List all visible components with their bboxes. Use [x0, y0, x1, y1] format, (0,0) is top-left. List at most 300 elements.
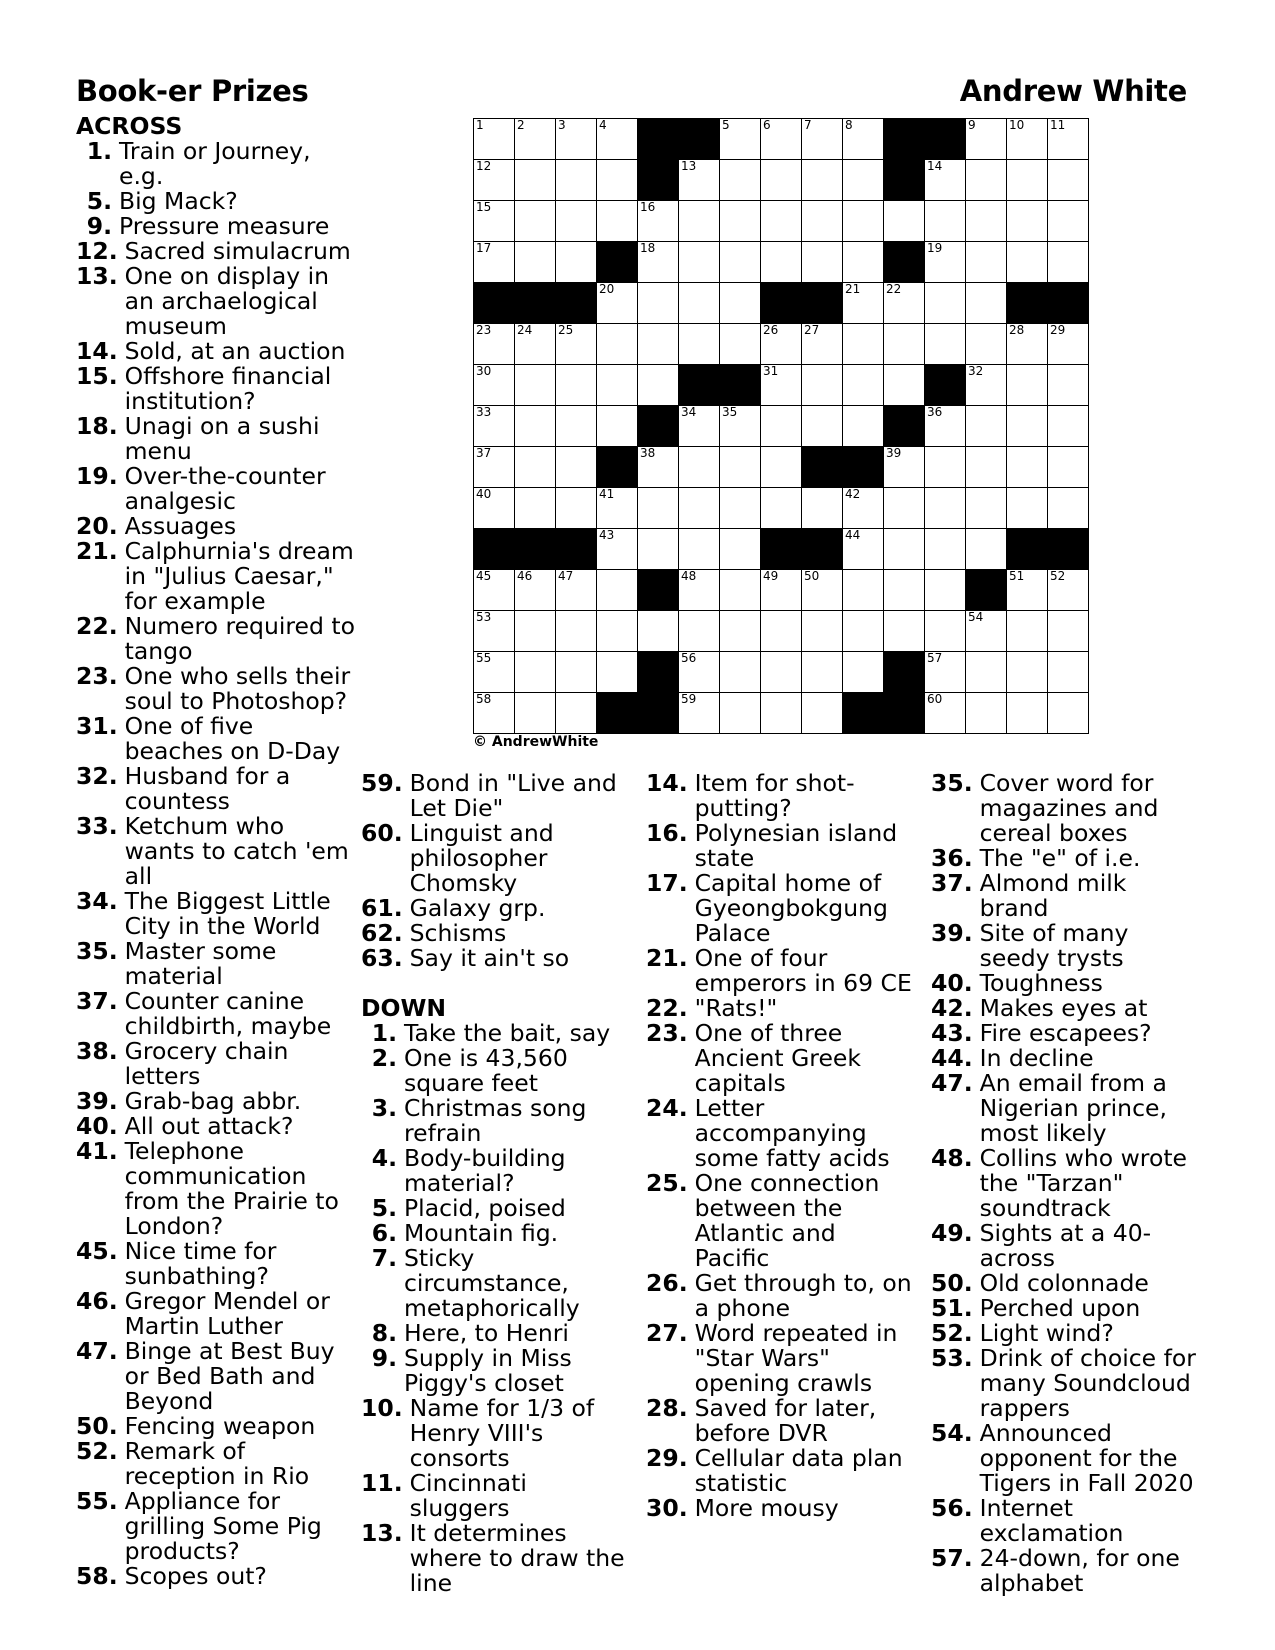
grid-cell[interactable]	[1048, 611, 1089, 652]
across-clue-list-continued	[361, 771, 631, 971]
grid-block	[556, 283, 597, 324]
clue-text: 24-down, for one alphabet	[979, 1544, 1180, 1597]
grid-cell[interactable]	[556, 324, 597, 365]
grid-cell[interactable]	[1048, 242, 1089, 283]
grid-cell[interactable]	[474, 406, 515, 447]
grid-cell[interactable]	[638, 283, 679, 324]
down-clue	[931, 921, 1201, 971]
clue-number: 48.	[931, 1144, 973, 1172]
down-clue	[931, 1496, 1201, 1546]
grid-cell[interactable]	[884, 488, 925, 529]
grid-cell[interactable]	[597, 406, 638, 447]
across-clue	[361, 771, 631, 821]
grid-cell[interactable]	[925, 242, 966, 283]
clue-text: Telephone communication from the Prairie to London?	[124, 1137, 339, 1240]
grid-cell[interactable]	[720, 693, 761, 734]
grid-cell[interactable]	[679, 693, 720, 734]
grid-block	[925, 365, 966, 406]
grid-cell[interactable]	[720, 160, 761, 201]
grid-cell[interactable]	[556, 611, 597, 652]
across-clue	[361, 896, 631, 921]
down-clue	[646, 871, 916, 946]
clue-text: Saved for later, before DVR	[694, 1394, 877, 1447]
grid-cell[interactable]	[966, 160, 1007, 201]
grid-cell[interactable]	[597, 652, 638, 693]
grid-cell[interactable]	[474, 119, 515, 160]
grid-cell[interactable]	[474, 570, 515, 611]
grid-cell[interactable]	[597, 160, 638, 201]
grid-cell[interactable]	[720, 119, 761, 160]
clue-number: 20.	[76, 512, 118, 540]
grid-block	[474, 529, 515, 570]
grid-cell[interactable]	[966, 283, 1007, 324]
clue-text: Cover word for magazines and cereal boxes	[979, 769, 1159, 847]
clue-number: 35.	[76, 937, 118, 965]
grid-cell[interactable]	[515, 447, 556, 488]
grid-cell[interactable]	[802, 488, 843, 529]
clue-number: 37.	[931, 869, 973, 897]
grid-cell[interactable]	[802, 652, 843, 693]
grid-cell[interactable]	[679, 652, 720, 693]
grid-cell[interactable]	[761, 406, 802, 447]
across-clue	[361, 921, 631, 946]
grid-cell[interactable]	[474, 201, 515, 242]
clue-number: 39.	[931, 919, 973, 947]
clue-text: Announced opponent for the Tigers in Fall 2020	[979, 1419, 1194, 1497]
grid-cell[interactable]	[679, 242, 720, 283]
clue-column-3	[646, 771, 916, 1521]
grid-cell[interactable]	[679, 570, 720, 611]
cell-number: 24	[517, 323, 533, 337]
grid-cell[interactable]	[474, 447, 515, 488]
grid-cell[interactable]	[1048, 570, 1089, 611]
cell-number: 30	[476, 364, 492, 378]
grid-cell[interactable]	[1007, 365, 1048, 406]
clue-text: Appliance for grilling Some Pig products?	[124, 1487, 322, 1565]
grid-cell[interactable]	[843, 570, 884, 611]
clue-text: One on display in an archaelogical museum	[124, 262, 330, 340]
clue-number: 16.	[646, 819, 688, 847]
across-clue	[76, 414, 356, 464]
grid-cell[interactable]	[843, 365, 884, 406]
grid-cell[interactable]	[556, 242, 597, 283]
grid-cell[interactable]	[884, 283, 925, 324]
grid-cell[interactable]	[1007, 693, 1048, 734]
across-clue	[76, 1039, 356, 1089]
grid-cell[interactable]	[761, 365, 802, 406]
clue-text: Letter accompanying some fatty acids	[694, 1094, 890, 1172]
grid-cell[interactable]	[556, 570, 597, 611]
grid-cell[interactable]	[1007, 160, 1048, 201]
grid-cell[interactable]	[802, 242, 843, 283]
grid-cell[interactable]	[884, 324, 925, 365]
grid-cell[interactable]	[802, 570, 843, 611]
grid-cell[interactable]	[720, 406, 761, 447]
puzzle-author: Andrew White	[959, 74, 1187, 108]
across-clue	[76, 1089, 356, 1114]
across-clue	[361, 946, 631, 971]
clue-number: 10.	[361, 1394, 403, 1422]
grid-block	[843, 693, 884, 734]
grid-cell[interactable]	[966, 324, 1007, 365]
grid-cell[interactable]	[802, 406, 843, 447]
grid-cell[interactable]	[597, 324, 638, 365]
clue-text: One of three Ancient Greek capitals	[694, 1019, 861, 1097]
grid-cell[interactable]	[884, 611, 925, 652]
grid-cell[interactable]	[1007, 242, 1048, 283]
grid-cell[interactable]	[925, 447, 966, 488]
clue-number: 34.	[76, 887, 118, 915]
clue-number: 5.	[371, 1194, 397, 1222]
down-clue	[361, 1221, 631, 1246]
grid-cell[interactable]	[925, 611, 966, 652]
grid-cell[interactable]	[761, 693, 802, 734]
grid-cell[interactable]	[1007, 324, 1048, 365]
grid-cell[interactable]	[679, 324, 720, 365]
grid-cell[interactable]	[597, 119, 638, 160]
grid-cell[interactable]	[515, 201, 556, 242]
grid-cell[interactable]	[679, 201, 720, 242]
cell-number: 35	[722, 405, 738, 419]
clue-text: Linguist and philosopher Chomsky	[409, 819, 554, 897]
grid-cell[interactable]	[925, 160, 966, 201]
grid-cell[interactable]	[720, 529, 761, 570]
grid-block	[597, 447, 638, 488]
cell-number: 57	[927, 651, 943, 665]
clue-text: Capital home of Gyeongbokgung Palace	[694, 869, 888, 947]
clue-number: 42.	[931, 994, 973, 1022]
cell-number: 49	[763, 569, 779, 583]
across-clue	[76, 139, 356, 189]
grid-cell[interactable]	[679, 283, 720, 324]
grid-cell[interactable]	[638, 611, 679, 652]
clue-number: 30.	[646, 1494, 688, 1522]
grid-cell[interactable]	[556, 406, 597, 447]
grid-cell[interactable]	[761, 652, 802, 693]
clue-number: 24.	[646, 1094, 688, 1122]
grid-cell[interactable]	[556, 160, 597, 201]
cell-number: 9	[968, 118, 976, 132]
grid-cell[interactable]	[925, 570, 966, 611]
grid-cell[interactable]	[515, 488, 556, 529]
grid-cell[interactable]	[1007, 488, 1048, 529]
grid-cell[interactable]	[1007, 447, 1048, 488]
grid-cell[interactable]	[761, 570, 802, 611]
grid-cell[interactable]	[843, 283, 884, 324]
grid-cell[interactable]	[1048, 365, 1089, 406]
across-header: ACROSS	[76, 112, 183, 140]
clue-text: Toughness	[979, 969, 1103, 997]
grid-cell[interactable]	[515, 324, 556, 365]
down-clue	[361, 1021, 631, 1046]
grid-cell[interactable]	[1007, 406, 1048, 447]
cell-number: 20	[599, 282, 615, 296]
clue-number: 6.	[371, 1219, 397, 1247]
grid-cell[interactable]	[1048, 160, 1089, 201]
across-clue	[76, 814, 356, 889]
grid-cell[interactable]	[597, 283, 638, 324]
grid-cell[interactable]	[638, 242, 679, 283]
grid-cell[interactable]	[556, 693, 597, 734]
grid-cell[interactable]	[679, 488, 720, 529]
grid-cell[interactable]	[761, 119, 802, 160]
down-clue	[931, 1421, 1201, 1496]
clue-text: An email from a Nigerian prince, most likely	[979, 1069, 1167, 1147]
grid-cell[interactable]	[474, 611, 515, 652]
across-clue-list	[76, 139, 356, 1589]
grid-cell[interactable]	[925, 283, 966, 324]
grid-cell[interactable]	[884, 529, 925, 570]
grid-cell[interactable]	[515, 160, 556, 201]
grid-cell[interactable]	[1048, 488, 1089, 529]
cell-number: 52	[1050, 569, 1066, 583]
grid-cell[interactable]	[720, 242, 761, 283]
grid-cell[interactable]	[761, 324, 802, 365]
grid-cell[interactable]	[925, 488, 966, 529]
grid-cell[interactable]	[556, 488, 597, 529]
clue-text: Word repeated in "Star Wars" opening crawls	[694, 1319, 898, 1397]
grid-cell[interactable]	[843, 529, 884, 570]
grid-cell[interactable]	[761, 447, 802, 488]
grid-cell[interactable]	[925, 652, 966, 693]
clue-number: 35.	[931, 769, 973, 797]
grid-cell[interactable]	[966, 652, 1007, 693]
clue-number: 50.	[931, 1269, 973, 1297]
grid-cell[interactable]	[556, 447, 597, 488]
grid-cell[interactable]	[679, 406, 720, 447]
grid-cell[interactable]	[515, 570, 556, 611]
grid-cell[interactable]	[843, 242, 884, 283]
grid-cell[interactable]	[761, 611, 802, 652]
grid-cell[interactable]	[474, 160, 515, 201]
grid-cell[interactable]	[638, 201, 679, 242]
clue-text: Bond in "Live and Let Die"	[409, 769, 617, 822]
grid-cell[interactable]	[843, 324, 884, 365]
clue-number: 21.	[646, 944, 688, 972]
grid-cell[interactable]	[843, 201, 884, 242]
cell-number: 47	[558, 569, 574, 583]
clue-number: 23.	[76, 662, 118, 690]
grid-cell[interactable]	[720, 201, 761, 242]
grid-cell[interactable]	[556, 201, 597, 242]
grid-cell[interactable]	[515, 693, 556, 734]
cell-number: 13	[681, 159, 697, 173]
grid-cell[interactable]	[1048, 652, 1089, 693]
grid-cell[interactable]	[966, 488, 1007, 529]
grid-cell[interactable]	[802, 365, 843, 406]
grid-cell[interactable]	[638, 488, 679, 529]
grid-cell[interactable]	[597, 611, 638, 652]
grid-cell[interactable]	[884, 201, 925, 242]
grid-cell[interactable]	[638, 365, 679, 406]
grid-cell[interactable]	[843, 119, 884, 160]
clue-text: The "e" of i.e.	[979, 844, 1141, 872]
grid-cell[interactable]	[1048, 693, 1089, 734]
grid-cell[interactable]	[802, 324, 843, 365]
grid-cell[interactable]	[1048, 119, 1089, 160]
grid-cell[interactable]	[802, 160, 843, 201]
cell-number: 18	[640, 241, 656, 255]
grid-cell[interactable]	[802, 119, 843, 160]
cell-number: 59	[681, 692, 697, 706]
grid-cell[interactable]	[515, 406, 556, 447]
grid-cell[interactable]	[515, 365, 556, 406]
grid-cell[interactable]	[1048, 406, 1089, 447]
grid-cell[interactable]	[597, 529, 638, 570]
cell-number: 26	[763, 323, 779, 337]
grid-cell[interactable]	[515, 119, 556, 160]
clue-text: The Biggest Little City in the World	[124, 887, 331, 940]
down-clue	[361, 1396, 631, 1471]
grid-cell[interactable]	[515, 611, 556, 652]
clue-text: Polynesian island state	[694, 819, 898, 872]
down-clue-list-continued	[646, 771, 916, 1521]
grid-cell[interactable]	[1007, 570, 1048, 611]
grid-cell[interactable]	[1048, 324, 1089, 365]
down-clue	[931, 1271, 1201, 1296]
grid-cell[interactable]	[720, 570, 761, 611]
grid-cell[interactable]	[597, 365, 638, 406]
clue-text: Light wind?	[979, 1319, 1114, 1347]
grid-cell[interactable]	[761, 201, 802, 242]
grid-cell[interactable]	[1048, 447, 1089, 488]
grid-cell[interactable]	[966, 406, 1007, 447]
down-clue	[931, 1021, 1201, 1046]
grid-cell[interactable]	[474, 365, 515, 406]
grid-cell[interactable]	[843, 406, 884, 447]
grid-cell[interactable]	[843, 611, 884, 652]
grid-cell[interactable]	[597, 488, 638, 529]
grid-cell[interactable]	[802, 693, 843, 734]
grid-cell[interactable]	[884, 570, 925, 611]
across-clue	[76, 1289, 356, 1339]
grid-cell[interactable]	[925, 201, 966, 242]
grid-cell[interactable]	[843, 488, 884, 529]
cell-number: 39	[886, 446, 902, 460]
grid-cell[interactable]	[802, 611, 843, 652]
grid-cell[interactable]	[720, 652, 761, 693]
grid-cell[interactable]	[1007, 652, 1048, 693]
clue-number: 36.	[931, 844, 973, 872]
grid-cell[interactable]	[966, 242, 1007, 283]
grid-cell[interactable]	[966, 201, 1007, 242]
down-clue	[931, 871, 1201, 921]
grid-cell[interactable]	[515, 242, 556, 283]
grid-cell[interactable]	[1007, 201, 1048, 242]
grid-cell[interactable]	[761, 160, 802, 201]
grid-cell[interactable]	[720, 488, 761, 529]
clue-text: Cincinnati sluggers	[409, 1469, 527, 1522]
grid-cell[interactable]	[638, 447, 679, 488]
clue-text: Fencing weapon	[124, 1412, 316, 1440]
grid-cell[interactable]	[925, 693, 966, 734]
cell-number: 5	[722, 118, 730, 132]
grid-cell[interactable]	[761, 488, 802, 529]
grid-cell[interactable]	[1048, 201, 1089, 242]
clue-text: Galaxy grp.	[409, 894, 546, 922]
grid-cell[interactable]	[720, 283, 761, 324]
down-clue	[646, 1446, 916, 1496]
clue-column-2	[361, 771, 631, 1596]
grid-cell[interactable]	[1007, 611, 1048, 652]
grid-cell[interactable]	[1007, 119, 1048, 160]
grid-cell[interactable]	[720, 324, 761, 365]
cell-number: 45	[476, 569, 492, 583]
clue-number: 43.	[931, 1019, 973, 1047]
grid-cell[interactable]	[720, 611, 761, 652]
grid-cell[interactable]	[966, 529, 1007, 570]
grid-cell[interactable]	[720, 447, 761, 488]
cell-number: 33	[476, 405, 492, 419]
clue-text: One of five beaches on D-Day	[124, 712, 341, 765]
grid-cell[interactable]	[966, 693, 1007, 734]
clue-column-4	[931, 771, 1201, 1596]
grid-block	[1007, 529, 1048, 570]
grid-cell[interactable]	[515, 652, 556, 693]
grid-cell[interactable]	[474, 652, 515, 693]
clue-number: 4.	[371, 1144, 397, 1172]
grid-cell[interactable]	[966, 119, 1007, 160]
grid-cell[interactable]	[925, 406, 966, 447]
grid-cell[interactable]	[761, 242, 802, 283]
grid-cell[interactable]	[966, 447, 1007, 488]
grid-cell[interactable]	[925, 324, 966, 365]
cell-number: 4	[599, 118, 607, 132]
cell-number: 10	[1009, 118, 1025, 132]
grid-cell[interactable]	[884, 447, 925, 488]
clue-number: 27.	[646, 1319, 688, 1347]
across-clue	[76, 514, 356, 539]
grid-cell[interactable]	[638, 529, 679, 570]
grid-cell[interactable]	[597, 570, 638, 611]
clue-text: Unagi on a sushi menu	[124, 412, 320, 465]
grid-cell[interactable]	[474, 324, 515, 365]
across-clue	[76, 539, 356, 614]
across-clue	[76, 364, 356, 414]
down-clue	[931, 1321, 1201, 1346]
clue-number: 26.	[646, 1269, 688, 1297]
grid-cell[interactable]	[884, 365, 925, 406]
clue-text: Schisms	[409, 919, 507, 947]
cell-number: 44	[845, 528, 861, 542]
cell-number: 38	[640, 446, 656, 460]
clue-number: 31.	[76, 712, 118, 740]
grid-cell[interactable]	[843, 652, 884, 693]
grid-cell[interactable]	[679, 611, 720, 652]
grid-cell[interactable]	[556, 119, 597, 160]
grid-cell[interactable]	[638, 324, 679, 365]
clue-number: 45.	[76, 1237, 118, 1265]
grid-cell[interactable]	[474, 242, 515, 283]
grid-cell[interactable]	[556, 365, 597, 406]
grid-cell[interactable]	[474, 488, 515, 529]
grid-cell[interactable]	[679, 447, 720, 488]
grid-cell[interactable]	[802, 201, 843, 242]
grid-cell[interactable]	[679, 529, 720, 570]
grid-block	[802, 529, 843, 570]
clue-text: Sticky circumstance, metaphorically	[404, 1244, 580, 1322]
grid-cell[interactable]	[556, 652, 597, 693]
clue-number: 2.	[371, 1044, 397, 1072]
grid-cell[interactable]	[843, 160, 884, 201]
grid-cell[interactable]	[679, 160, 720, 201]
grid-cell[interactable]	[474, 693, 515, 734]
across-clue	[76, 464, 356, 514]
grid-cell[interactable]	[966, 365, 1007, 406]
grid-cell[interactable]	[966, 611, 1007, 652]
grid-cell[interactable]	[925, 529, 966, 570]
grid-cell[interactable]	[597, 201, 638, 242]
